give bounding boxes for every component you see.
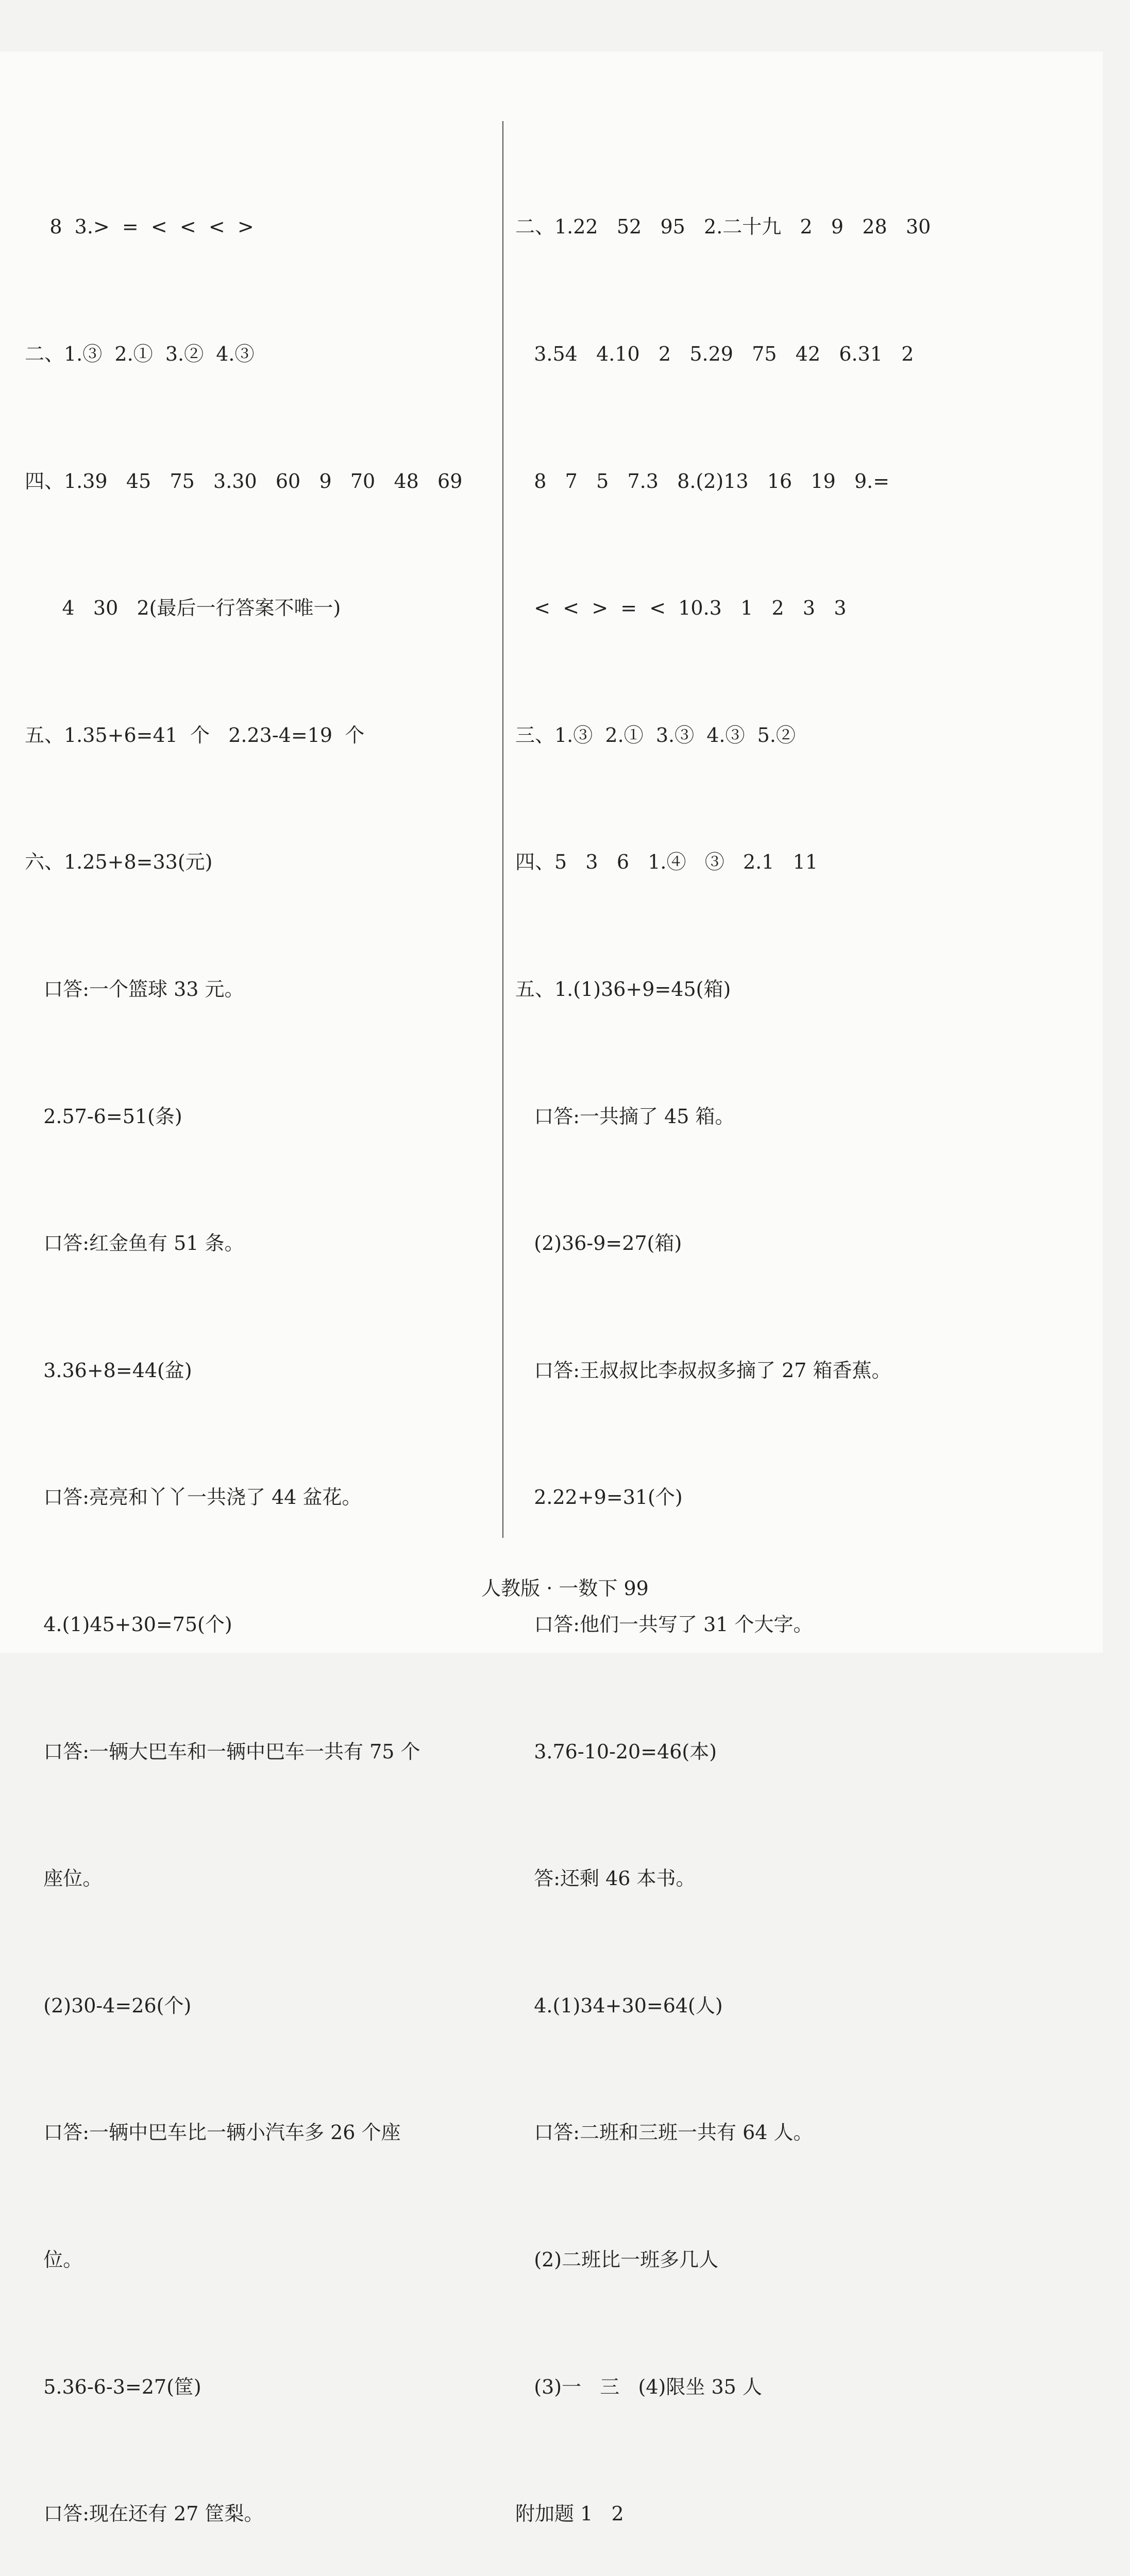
left-column [25, 121, 496, 2576]
answer-line: 口答:现在还有 27 筐梨。 [25, 2502, 264, 2526]
answer-line: 附加题 1 2 [515, 2502, 624, 2526]
answer-line: 2.22+9=31(个) [515, 1486, 683, 1509]
answer-line: 二、1.③ 2.① 3.② 4.③ [25, 343, 255, 365]
answer-line: 口答:一辆中巴车比一辆小汽车多 26 个座 [25, 2121, 401, 2144]
answer-line: 2.57-6=51(条) [25, 1105, 182, 1128]
answer-line: 二、1.22 52 95 2.二十九 2 9 28 30 [515, 215, 931, 239]
answer-line: 六、1.25+8=33(元) [25, 851, 213, 874]
answer-line: 座位。 [25, 1867, 103, 1890]
answer-line: 答:还剩 46 本书。 [515, 1867, 696, 1890]
right-column [515, 121, 1082, 2576]
answer-line: 四、5 3 6 1.④ ③ 2.1 11 [515, 851, 818, 874]
answer-line: 口答:一个篮球 33 元。 [25, 977, 244, 1001]
answer-line: 口答:一共摘了 45 箱。 [515, 1105, 735, 1128]
answer-line: 4.(1)45+30=75(个) [25, 1613, 232, 1636]
answer-line: < < > = < 10.3 1 2 3 3 [515, 597, 847, 620]
answer-line: 三、1.③ 2.① 3.③ 4.③ 5.② [515, 723, 796, 747]
answer-line: 3.76-10-20=46(本) [515, 1740, 717, 1763]
answer-line: 4.(1)34+30=64(人) [515, 1994, 723, 2017]
answer-line: 五、1.(1)36+9=45(箱) [515, 977, 731, 1001]
answer-line: 四、1.39 45 75 3.30 60 9 70 48 69 [25, 469, 463, 493]
answer-line: 口答:一辆大巴车和一辆中巴车一共有 75 个 [25, 1740, 420, 1763]
answer-line: 5.36-6-3=27(筐) [25, 2375, 201, 2398]
answer-line: 8 7 5 7.3 8.(2)13 16 19 9.= [515, 469, 890, 493]
answer-line: 口答:他们一共写了 31 个大字。 [515, 1613, 813, 1636]
answer-line: 8 3.> = < < < > [25, 215, 254, 239]
answer-line: (2)36-9=27(箱) [515, 1232, 682, 1255]
column-divider [502, 121, 503, 1538]
answer-line: 4 30 2(最后一行答案不唯一) [25, 597, 341, 620]
answer-line: 五、1.35+6=41 个 2.23-4=19 个 [25, 723, 365, 747]
page-footer: 人教版 · 一数下 99 [481, 1577, 649, 1600]
answer-line: 口答:红金鱼有 51 条。 [25, 1232, 244, 1255]
answer-line: 口答:亮亮和丫丫一共浇了 44 盆花。 [25, 1486, 362, 1509]
answer-line: (3)一 三 (4)限坐 35 人 [515, 2375, 762, 2398]
answer-line: 3.54 4.10 2 5.29 75 42 6.31 2 [515, 343, 914, 365]
answer-line: (2)二班比一班多几人 [515, 2248, 719, 2271]
answer-line: 口答:王叔叔比李叔叔多摘了 27 箱香蕉。 [515, 1359, 891, 1382]
answer-line: (2)30-4=26(个) [25, 1994, 192, 2017]
answer-line: 位。 [25, 2248, 83, 2271]
answer-line: 口答:二班和三班一共有 64 人。 [515, 2121, 813, 2144]
answer-line: 3.36+8=44(盆) [25, 1359, 192, 1382]
